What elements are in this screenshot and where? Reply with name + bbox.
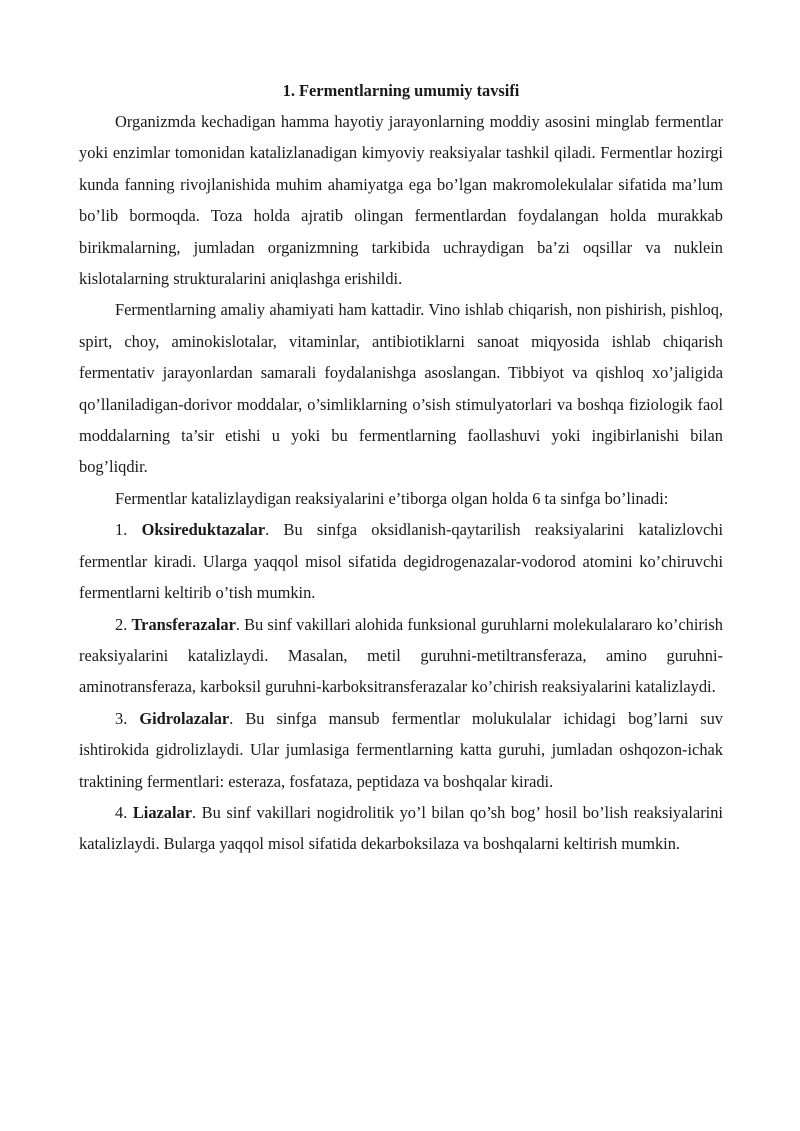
list-number: 3.: [115, 708, 128, 728]
list-item-transferases: [79, 609, 723, 703]
paragraph-text: . Bu sinf vakillari nogidrolitik yo’l bilan qo’sh bog’ hosil bo’lish reaksiyalarini katalizlaydi. Bularga yaqqol misol sifatida dekarboksilaza va boshqalarni keltirish mumkin.: [79, 802, 723, 854]
paragraph-text: Organizmda kechadigan hamma hayotiy jarayonlarning moddiy asosini minglab fermentlar yoki enzimlar tomonidan katalizlanadigan kimyoviy reaksiyalar tashkil qiladi. Fermentlar hozirgi kunda fanning rivojlanishida muhim ahamiyatga ega bo’lgan makromolekulalar sifatida ma’lum bo’lib bormoqda. Toza holda ajratib olingan fermentlardan foydalangan holda murakkab birikmalarning, jumladan organizmning tarkibida uchraydigan ba’zi oqsillar va nuklein kislotalarning strukturalarini aniqlashga erishildi.: [79, 112, 723, 289]
paragraph-text: Fermentlarning amaliy ahamiyati ham kattadir. Vino ishlab chiqarish, non pishirish, pishloq, spirt, choy, aminokislotalar, vitaminlar, antibiotiklarni sanoat miqyosida ishlab chiqarish fermentativ jarayonlardan samarali foydalanishga asoslangan. Tibbiyot va qishloq xo’jaligida qo’llaniladigan-dorivor moddalar, o’simliklarning o’sish stimulyatorlari va boshqa fiziologik faol moddalarning ta’sir etishi u yoki bu fermentlarning faollashuvi yoki ingibirlanishi bilan bog’liqdir.: [79, 300, 723, 477]
list-number: 4.: [115, 802, 128, 822]
paragraph-intro: [79, 106, 723, 294]
paragraph-classes: [79, 483, 723, 514]
document-page: [79, 75, 723, 860]
list-item-lyases: [79, 797, 723, 860]
paragraph-text: . Bu sinfga oksidlanish-qaytarilish reaksiyalarini katalizlovchi fermentlar kiradi. Ularga yaqqol misol sifatida degidrogenazalar-vodorod atomini ko’chiruvchi fermentlarni keltirib o’tish mumkin.: [79, 520, 723, 603]
class-term: Transferazalar: [131, 614, 236, 634]
paragraph-text: . Bu sinf vakillari alohida funksional guruhlarni molekulalararo ko’chirish reaksiyalarini katalizlaydi. Masalan, metil guruhni-metiltransferaza, amino guruhni-aminotransferaza, karboksil guruhni-karboksitransferazalar ko’chirish reaksiyalarini katalizlaydi.: [79, 614, 723, 697]
class-term: Gidrolazalar: [139, 708, 230, 728]
class-term: Oksireduktazalar: [141, 520, 266, 540]
paragraph-practical: [79, 294, 723, 482]
paragraph-text: Fermentlar katalizlaydigan reaksiyalarini e’tiborga olgan holda 6 ta sinfga bo’linadi:: [115, 488, 669, 508]
list-number: 1.: [115, 520, 128, 540]
class-term: Liazalar: [132, 802, 193, 822]
section-title: 1. Fermentlarning umumiy tavsifi: [282, 81, 520, 100]
paragraph-text: . Bu sinfga mansub fermentlar molukulalar ichidagi bog’larni suv ishtirokida gidrolizlaydi. Ular jumlasiga fermentlarning katta guruhi, jumladan oshqozon-ichak traktining fermentlari: esteraza, fosfataza, peptidaza va boshqalar kiradi.: [79, 708, 723, 791]
list-item-oxidoreductases: [79, 514, 723, 608]
list-item-hydrolases: [79, 703, 723, 797]
list-number: 2.: [115, 614, 128, 634]
